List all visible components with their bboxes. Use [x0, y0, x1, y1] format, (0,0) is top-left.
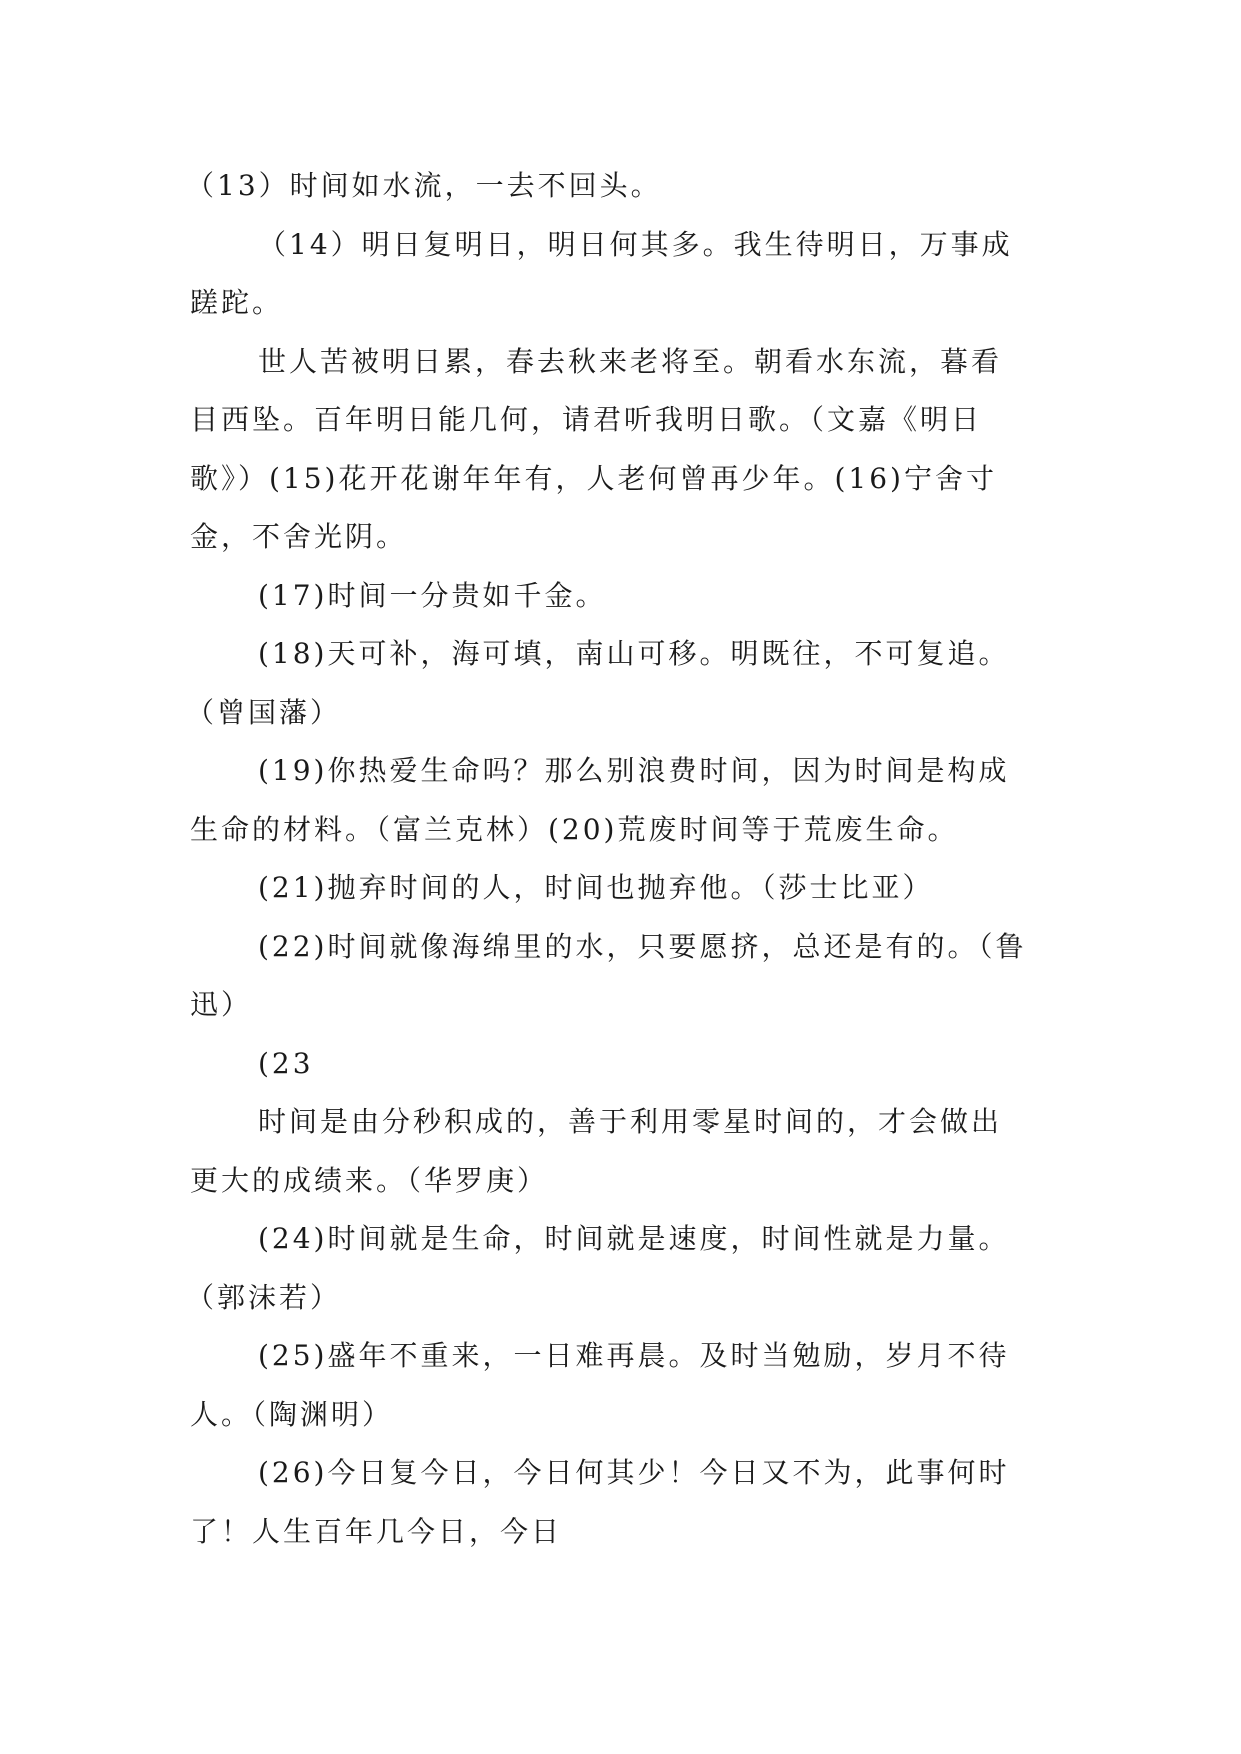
text-line-16: (23	[258, 1047, 314, 1080]
text-line-17: 时间是由分秒积成的，善于利用零星时间的，才会做出	[258, 1105, 1003, 1138]
text-line-12: 生命的材料。（富兰克林）(20)荒废时间等于荒废生命。	[190, 813, 959, 846]
text-line-13: (21)抛弃时间的人，时间也抛弃他。（莎士比亚）	[258, 871, 934, 904]
text-line-21: (25)盛年不重来，一日难再晨。及时当勉励，岁月不待	[258, 1339, 1010, 1372]
text-line-6: 歌》）(15)花开花谢年年有，人老何曾再少年。(16)宁舍寸	[190, 462, 997, 495]
text-line-18: 更大的成绩来。（华罗庚）	[190, 1164, 549, 1197]
text-line-20: （郭沫若）	[186, 1281, 342, 1314]
text-line-4: 世人苦被明日累，春去秋来老将至。朝看水东流，暮看	[258, 345, 1003, 378]
text-line-23: (26)今日复今日，今日何其少！今日又不为，此事何时	[258, 1456, 1010, 1489]
text-line-1: （13）时间如水流，一去不回头。	[186, 169, 662, 202]
text-line-5: 目西坠。百年明日能几何，请君听我明日歌。（文嘉《明日	[190, 403, 983, 436]
text-line-8: (17)时间一分贵如千金。	[258, 579, 607, 612]
text-line-2: （14）明日复明日，明日何其多。我生待明日，万事成	[258, 228, 1013, 261]
text-line-10: （曾国藩）	[186, 696, 342, 729]
text-line-22: 人。（陶渊明）	[190, 1398, 394, 1431]
text-line-14: (22)时间就像海绵里的水，只要愿挤，总还是有的。（鲁	[258, 930, 1027, 963]
text-line-19: (24)时间就是生命，时间就是速度，时间性就是力量。	[258, 1222, 1010, 1255]
text-line-7: 金，不舍光阴。	[190, 520, 408, 553]
text-line-15: 迅）	[190, 988, 253, 1021]
text-line-11: (19)你热爱生命吗？那么别浪费时间，因为时间是构成	[258, 754, 1010, 787]
text-line-24: 了！人生百年几今日，今日	[190, 1515, 563, 1548]
text-line-9: (18)天可补，海可填，南山可移。明既往，不可复追。	[258, 637, 1010, 670]
text-line-3: 蹉跎。	[190, 286, 284, 319]
